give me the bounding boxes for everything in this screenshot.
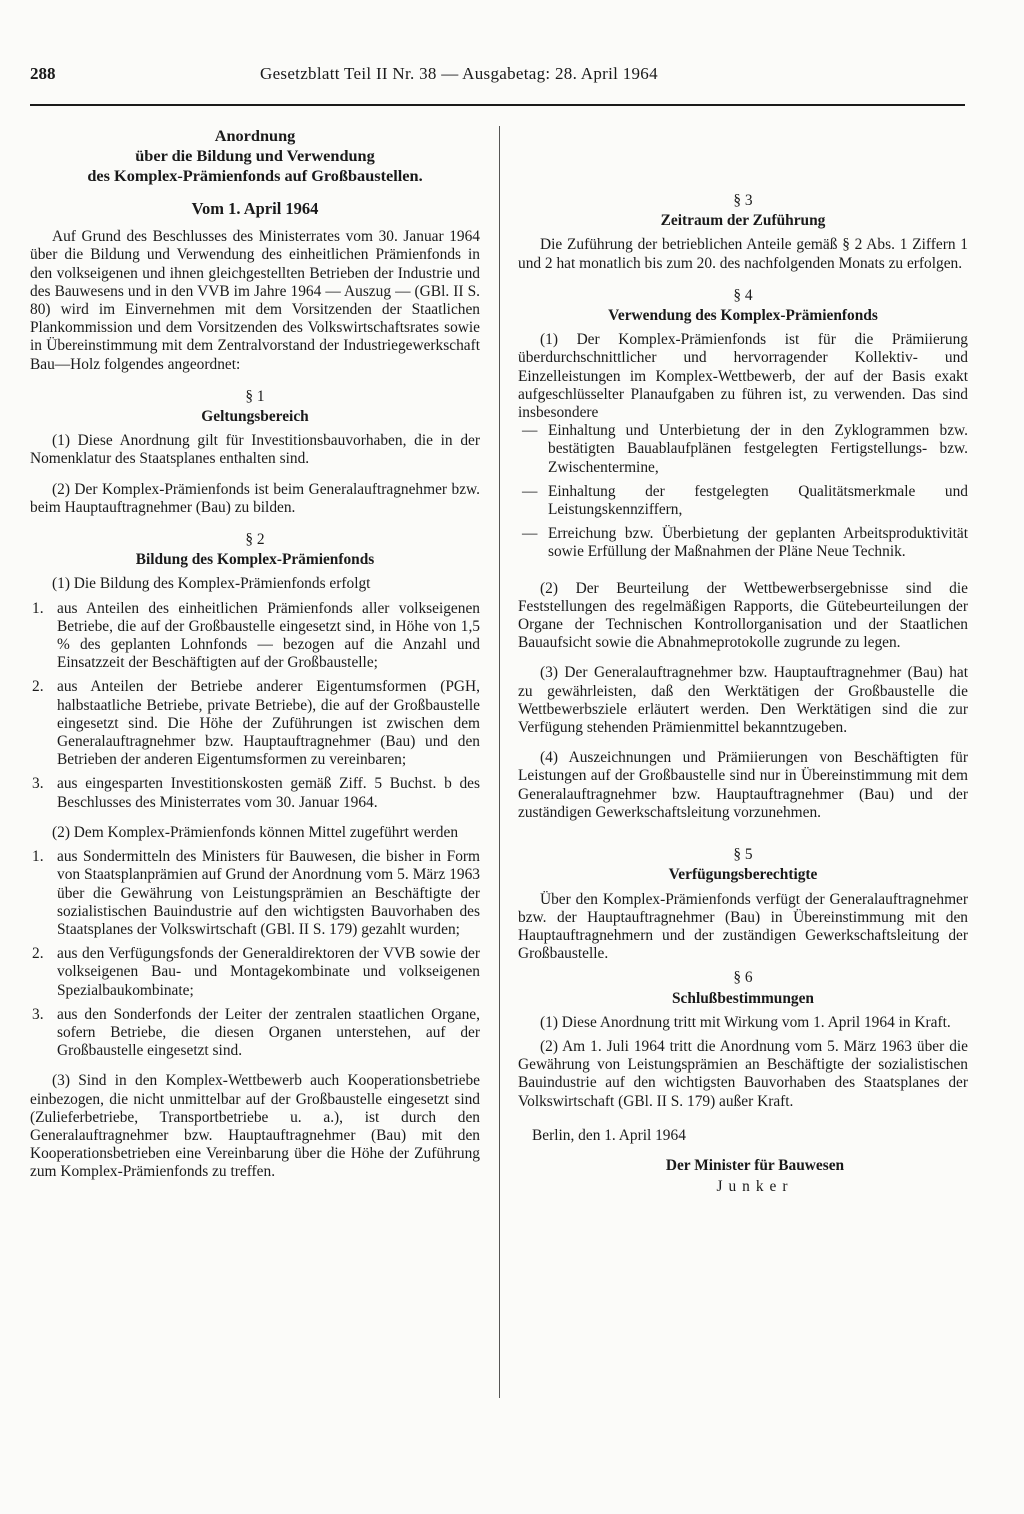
section-3-number: § 3 bbox=[733, 192, 753, 209]
list-item bbox=[30, 600, 480, 673]
dash-list-item bbox=[518, 525, 968, 561]
list-item-text: aus Anteilen der Betriebe anderer Eigentumsformen (PGH, halbstaatliche Betriebe, private Betriebe), die auf der Großbaustelle eingesetzt sind. Die Höhe der Zuführungen ist zwischen dem Generalauftragnehmer bzw. Hauptauftragnehmer (Bau) und den Betrieben der anderen Eigentumsformen zu vereinbaren; bbox=[57, 678, 480, 769]
list-item-number: 3. bbox=[32, 775, 44, 793]
list-item-number: 1. bbox=[32, 599, 44, 617]
preamble: Auf Grund des Beschlusses des Ministerrates vom 30. Januar 1964 über die Bildung und Verwendung des einheitlichen Prämienfonds in den volkseigenen und ihnen gleichgestellten Betrieben der Industrie und des Bauwesens und in den VVB im Jahre 1964 — Auszug — (GBl. II S. 80) wird im Einvernehmen mit dem Vorsitzenden der Staatlichen Plankommission und dem Vorsitzenden des Volkswirtschaftsrates sowie in Übereinstimmung mit dem Zentralvorstand der Industriegewerkschaft Bau—Holz folgendes angeordnet: bbox=[30, 228, 480, 373]
dash-marker: — bbox=[522, 525, 538, 543]
list-item bbox=[30, 678, 480, 769]
list-item-number: 1. bbox=[32, 848, 44, 866]
section-6-title: Schlußbestimmungen bbox=[672, 989, 814, 1007]
ordinance-title-line1: Anordnung bbox=[214, 126, 296, 145]
section-3-title: Zeitraum der Zuführung bbox=[660, 212, 826, 230]
list-item bbox=[30, 848, 480, 939]
page-header bbox=[30, 64, 965, 106]
section-6-para-2: (2) Am 1. Juli 1964 tritt die Anordnung vom 5. März 1963 über die Gewährung von Leistungsprämien an Beschäftigte der sozialistischen Bauindustrie auf den wichtigsten Bauvorhaben des Staatsplanes der Volkswirtschaft (GBl. II S. 179) außer Kraft. bbox=[518, 1037, 968, 1110]
signer-name: Junker bbox=[716, 1178, 794, 1196]
dash-item-text: Einhaltung und Unterbietung der in den Zyklogrammen bzw. bestätigten Bauablaufplänen festgelegten Fertigstellungs- bzw. Zwischentermine, bbox=[548, 422, 968, 476]
section-5-number: § 5 bbox=[733, 846, 753, 864]
section-1-title: Geltungsbereich bbox=[201, 408, 309, 426]
section-5-para-1: Über den Komplex-Prämienfonds verfügt der Generalauftragnehmer bzw. der Hauptauftragnehmer (Bau) in Übereinstimmung mit den Hauptauftragnehmern und der zuständigen Gewerkschaftsleitung der Großbaustelle. bbox=[518, 890, 968, 963]
dash-item-text: Einhaltung der festgelegten Qualitätsmerkmale und Leistungskennziffern, bbox=[548, 482, 968, 519]
dash-marker: — bbox=[522, 482, 538, 500]
section-5-title: Verfügungsberechtigte bbox=[668, 866, 818, 884]
section-4-para-3: (3) Der Generalauftragnehmer bzw. Hauptauftragnehmer (Bau) hat zu gewährleisten, daß den Werktätigen der Großbaustelle die Wettbewerbsziele erläutert werden. Den Werktätigen sind die zur Verfügung stehenden Prämienmittel bekanntzugeben. bbox=[518, 664, 968, 737]
dash-list-item bbox=[518, 422, 968, 477]
section-4-title: Verwendung des Komplex-Prämienfonds bbox=[608, 307, 878, 325]
ordinance-title-line3: des Komplex-Prämienfonds auf Großbaustellen. bbox=[87, 166, 423, 185]
list-item-text: aus Sondermitteln des Ministers für Bauwesen, die bisher in Form von Staatsplanprämien auf Grund der Anordnung vom 5. März 1963 über die Gewährung von Leistungsprämien an Beschäftigte der sozialistischen Bauindustrie auf den wichtigsten Bauvorhaben des Staatsplanes der Volkswirtschaft (GBl. II S. 179) gezahlt wurden; bbox=[57, 848, 480, 938]
dash-marker: — bbox=[522, 422, 538, 440]
section-2-para-1: (1) Die Bildung des Komplex-Prämienfonds erfolgt bbox=[52, 575, 371, 593]
section-4-para-2: (2) Der Beurteilung der Wettbewerbsergebnisse sind die Feststellungen des regelmäßigen Rapports, die Gütebeurteilungen der Organe der Technischen Kontrollorganisation und der Staatlichen Bauaufsicht sowie die Abnahmeprotokolle zugrunde zu legen. bbox=[518, 579, 968, 652]
dash-item-text: Erreichung bzw. Überbietung der geplanten Arbeitsproduktivität sowie Erfüllung der Maßnahmen der Pläne Neue Technik. bbox=[548, 525, 968, 561]
right-column bbox=[518, 126, 968, 1196]
section-1-para-1: (1) Diese Anordnung gilt für Investitionsbauvorhaben, die in der Nomenklatur des Staatsplanes enthalten sind. bbox=[30, 432, 480, 468]
left-column bbox=[30, 126, 480, 1182]
list-item-number: 2. bbox=[32, 678, 44, 696]
list-item bbox=[30, 775, 480, 811]
section-2-para-2: (2) Dem Komplex-Prämienfonds können Mittel zugeführt werden bbox=[52, 823, 459, 841]
list-item bbox=[30, 945, 480, 1000]
list-item-number: 3. bbox=[32, 1005, 44, 1023]
list-item-text: aus den Verfügungsfonds der Generaldirektoren der VVB sowie der volkseigenen Bau- und Montagekombinate und volkseigenen Spezialbaukombinate; bbox=[57, 945, 480, 999]
list-item-text: aus Anteilen des einheitlichen Prämienfonds aller volkseigenen Betriebe, die auf der Großbaustelle eingesetzt sind, in Höhe von 1,5 % des geplanten Lohnfonds — bezogen auf die Anzahl und Einsatzzeit der Beschäftigten auf der Großbaustelle; bbox=[57, 599, 480, 672]
section-2-title: Bildung des Komplex-Prämienfonds bbox=[135, 551, 375, 569]
dash-list-item bbox=[518, 483, 968, 519]
place-date: Berlin, den 1. April 1964 bbox=[532, 1126, 686, 1144]
column-divider bbox=[499, 126, 500, 1398]
section-6-number: § 6 bbox=[733, 969, 753, 987]
section-1-number: § 1 bbox=[245, 387, 265, 405]
section-6-para-1: (1) Diese Anordnung tritt mit Wirkung vom 1. April 1964 in Kraft. bbox=[540, 1013, 951, 1031]
page-number: 288 bbox=[30, 64, 56, 83]
section-2-para-3: (3) Sind in den Komplex-Wettbewerb auch Kooperationsbetriebe einbezogen, die nicht unmittelbar auf der Großbaustelle eingesetzt sind (Zulieferbetriebe, Transportbetriebe u. a.), ist durch den Generalauftragnehmer bzw. Hauptauftragnehmer (Bau) mit den Kooperationsbetrieben eine Vereinbarung über die Höhe der Zuführung zum Komplex-Prämienfonds zu treffen. bbox=[30, 1072, 480, 1181]
list-item-text: aus eingesparten Investitionskosten gemäß Ziff. 5 Buchst. b des Beschlusses des Ministerrates vom 30. Januar 1964. bbox=[57, 775, 480, 811]
section-3-para-1: Die Zuführung der betrieblichen Anteile gemäß § 2 Abs. 1 Ziffern 1 und 2 hat monatlich bis zum 20. des nachfolgenden Monats zu erfolgen. bbox=[518, 236, 968, 272]
section-4-para-1: (1) Der Komplex-Prämienfonds ist für die Prämiierung überdurchschnittlicher und hervorragender Kollektiv- und Einzelleistungen im Komplex-Wettbewerb, der auf der Basis exakt aufgeschlüsselter Planaufgaben zu führen ist, zu verwenden. Das sind insbesondere bbox=[518, 331, 968, 422]
list-item bbox=[30, 1006, 480, 1061]
section-4-para-4: (4) Auszeichnungen und Prämiierungen von Beschäftigten für Leistungen auf der Großbaustelle sind nur in Übereinstimmung mit dem Generalauftragnehmer bzw. Hauptauftragnehmer (Bau) und der zuständigen Gewerkschaftsleitung vorzunehmen. bbox=[518, 749, 968, 821]
list-item-number: 2. bbox=[32, 945, 44, 963]
section-4-number: § 4 bbox=[733, 286, 753, 304]
ordinance-date: Vom 1. April 1964 bbox=[191, 199, 319, 218]
section-1-para-2: (2) Der Komplex-Prämienfonds ist beim Generalauftragnehmer bzw. beim Hauptauftragnehmer (Bau) zu bilden. bbox=[30, 480, 480, 516]
section-2-number: § 2 bbox=[245, 531, 265, 549]
list-item-text: aus den Sonderfonds der Leiter der zentralen staatlichen Organe, sofern Betriebe, die diesen Organen unterstehen, auf der Großbaustelle eingesetzt sind. bbox=[57, 1005, 480, 1060]
running-head: Gesetzblatt Teil II Nr. 38 — Ausgabetag: 28. April 1964 bbox=[260, 64, 658, 83]
signer-title: Der Minister für Bauwesen bbox=[665, 1156, 845, 1174]
ordinance-title-line2: über die Bildung und Verwendung bbox=[135, 146, 375, 165]
